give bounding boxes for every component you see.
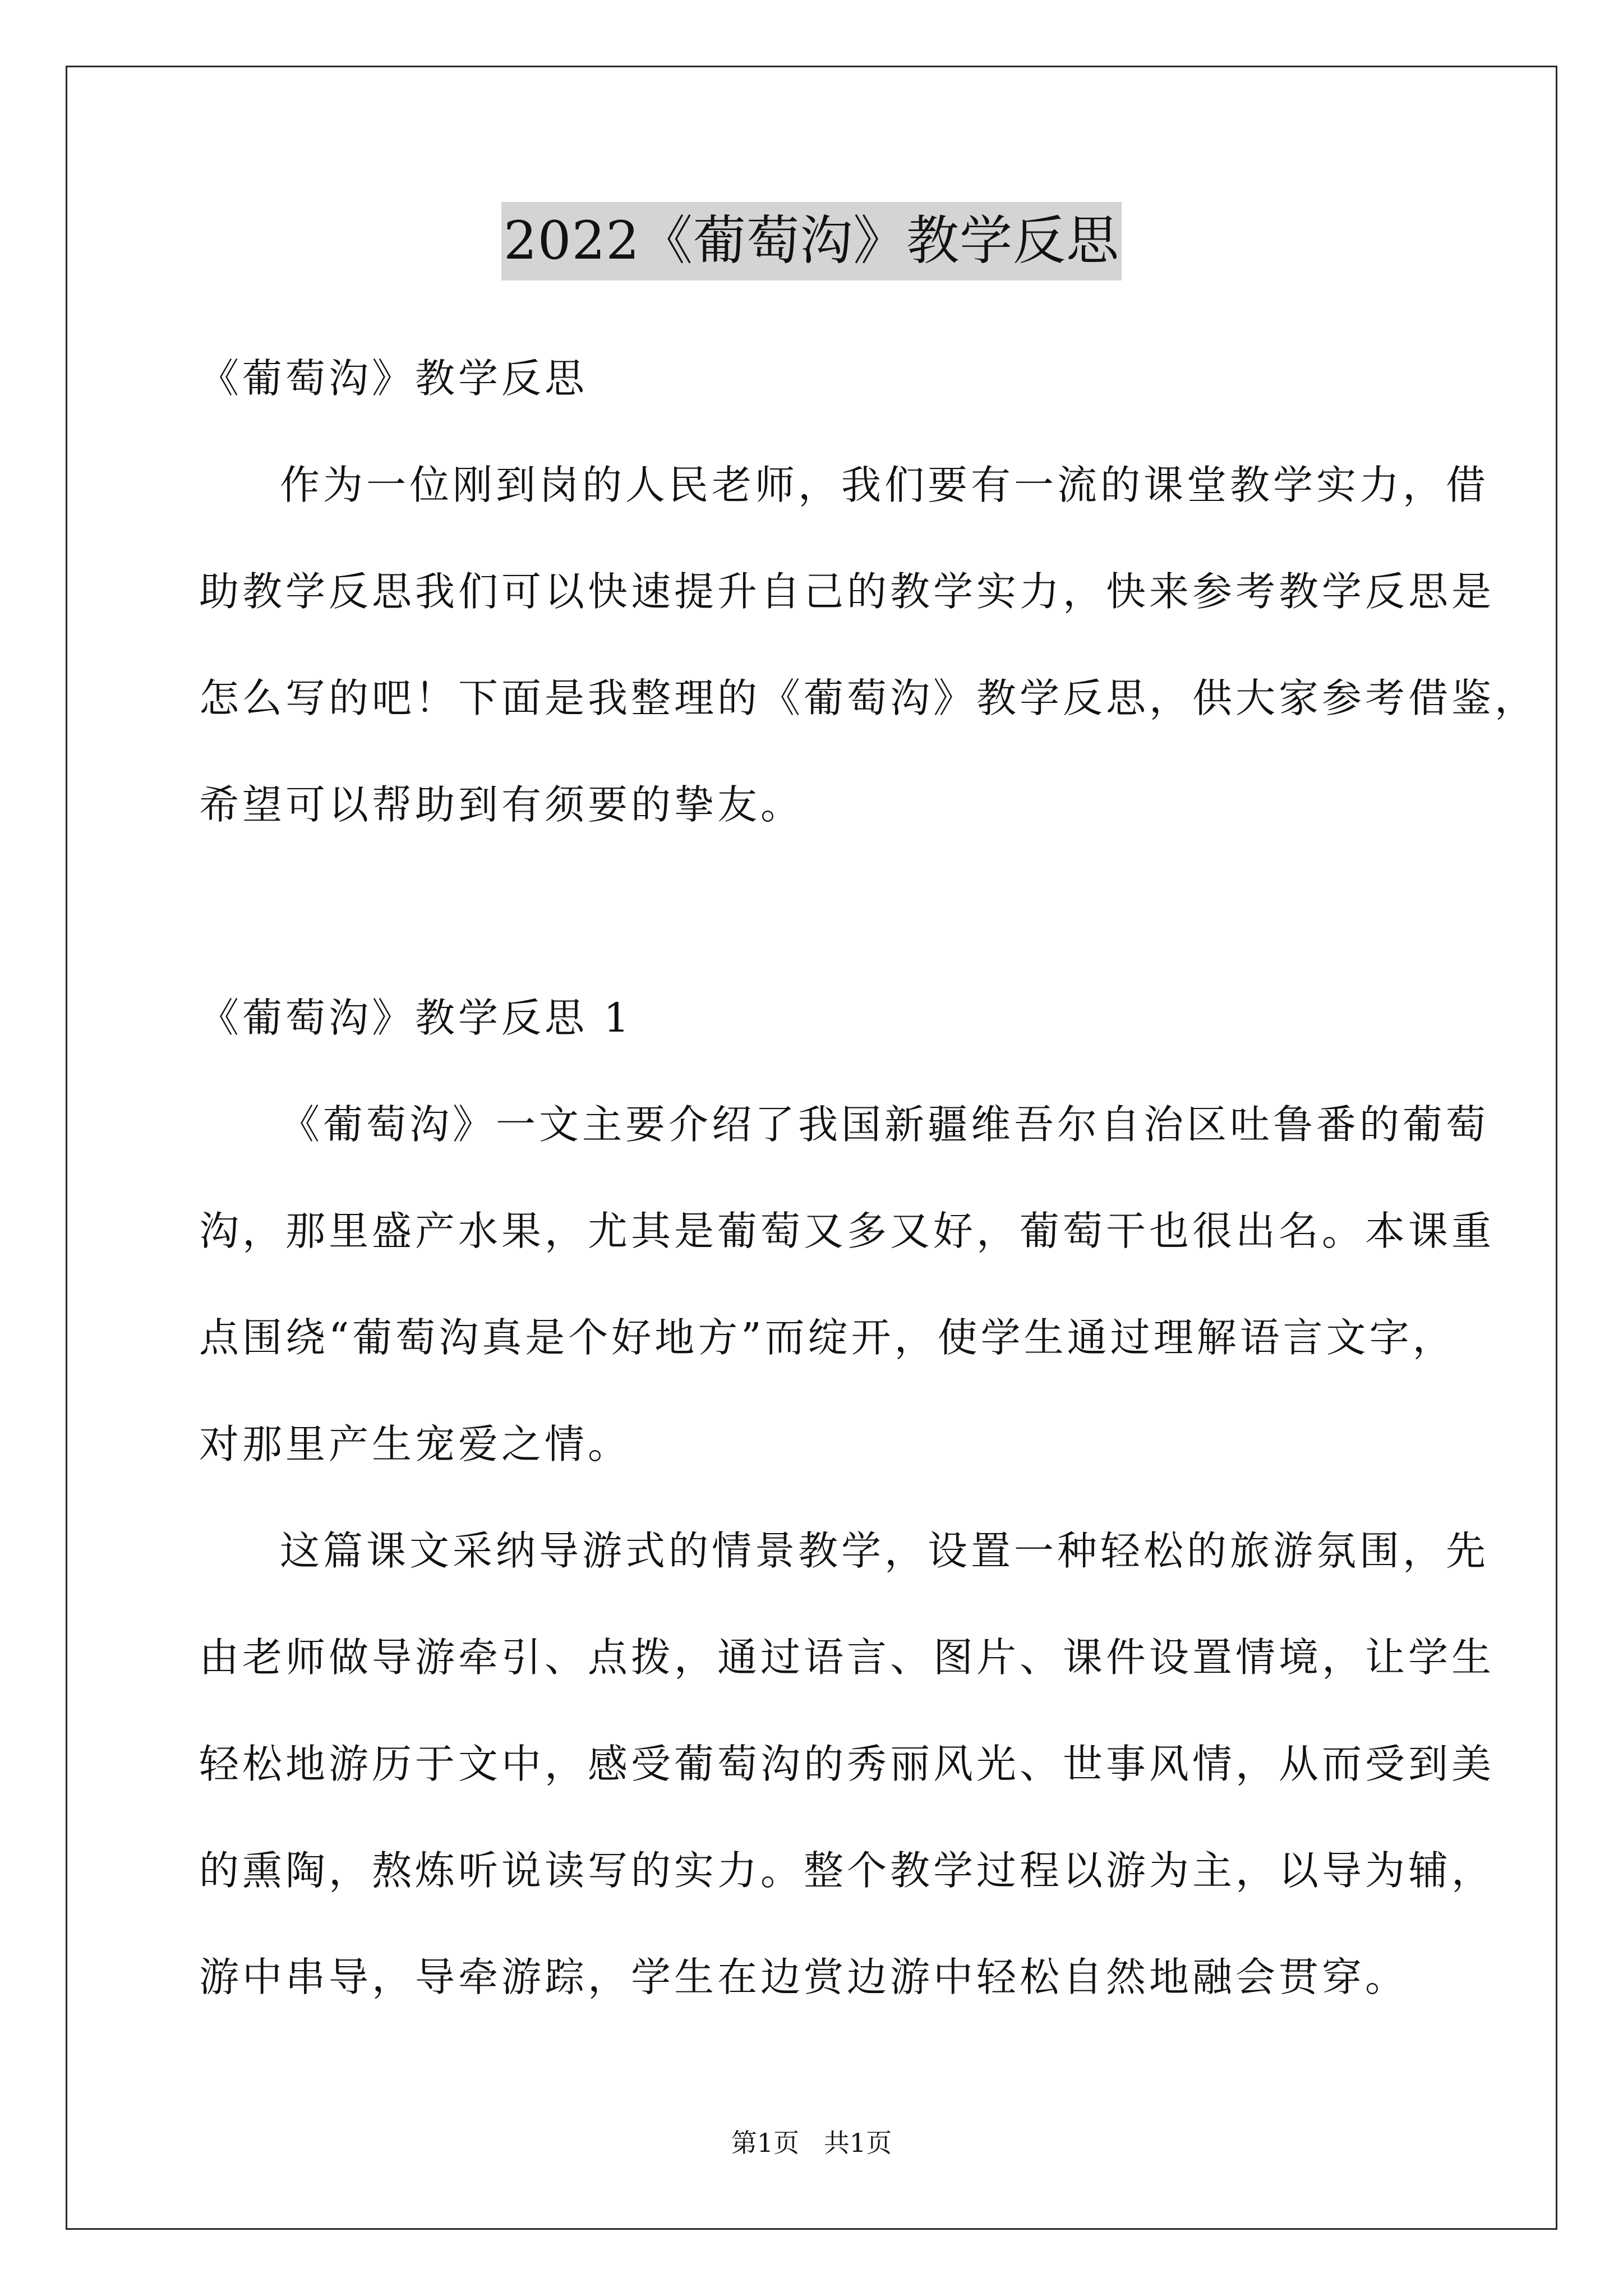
- section-heading: 《葡萄沟》教学反思 1: [199, 995, 633, 1041]
- paragraph-line: 这篇课文采纳导游式的情景教学，设置一种轻松的旅游氛围，先: [280, 1527, 1490, 1574]
- paragraph-line: 游中串导，导牵游踪，学生在边赏边游中轻松自然地融会贯穿。: [199, 1954, 1409, 2000]
- paragraph-line: 对那里产生宠爱之情。: [199, 1421, 631, 1467]
- intro-line: 希望可以帮助到有须要的挚友。: [199, 781, 804, 828]
- paragraph-line: 点围绕“葡萄沟真是个好地方”而绽开，使学生通过理解语言文字，: [199, 1314, 1456, 1361]
- paragraph-line: 由老师做导游牵引、点拨，通过语言、图片、课件设置情境，让学生: [199, 1634, 1495, 1681]
- intro-line: 作为一位刚到岗的人民老师，我们要有一流的课堂教学实力，借: [280, 462, 1490, 508]
- intro-heading: 《葡萄沟》教学反思: [199, 355, 588, 402]
- intro-line: 怎么写的吧！下面是我整理的《葡萄沟》教学反思，供大家参考借鉴，: [199, 675, 1538, 721]
- paragraph-line: 沟，那里盛产水果，尤其是葡萄又多又好，葡萄干也很出名。本课重: [199, 1208, 1495, 1254]
- page-number-footer: 第1页 共1页: [731, 2128, 892, 2158]
- paragraph-line: 轻松地游历于文中，感受葡萄沟的秀丽风光、世事风情，从而受到美: [199, 1741, 1495, 1787]
- paragraph-line: 的熏陶，熬炼听说读写的实力。整个教学过程以游为主，以导为辅，: [199, 1847, 1495, 1894]
- paragraph-line: 《葡萄沟》一文主要介绍了我国新疆维吾尔自治区吐鲁番的葡萄: [280, 1101, 1490, 1148]
- title-container: [0, 202, 1623, 280]
- document-title: 2022《葡萄沟》教学反思: [501, 202, 1122, 280]
- intro-line: 助教学反思我们可以快速提升自己的教学实力，快来参考教学反思是: [199, 568, 1495, 615]
